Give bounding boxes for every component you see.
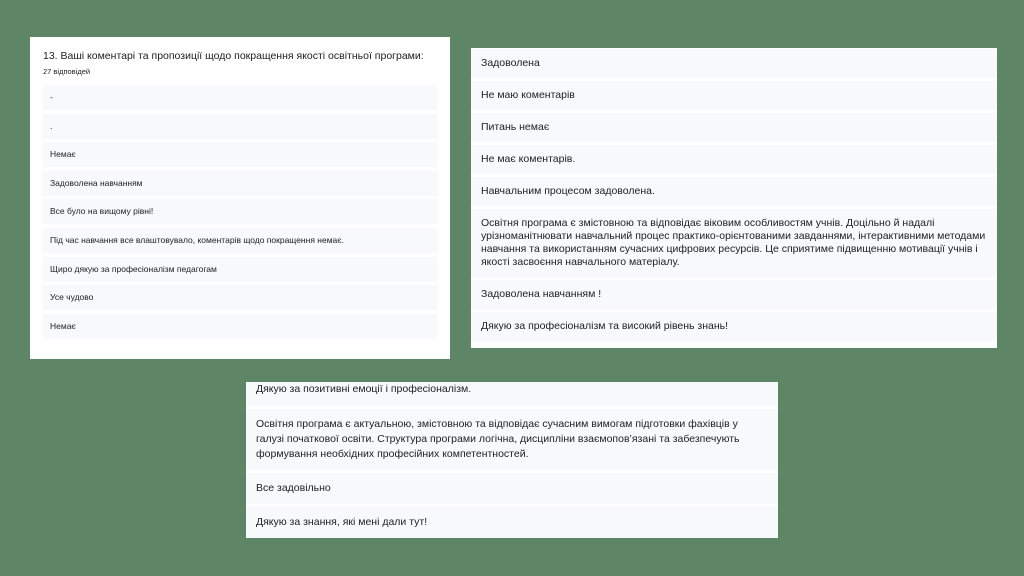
response-item: Все задовільно (246, 473, 778, 504)
response-item: Навчальним процесом задоволена. (471, 177, 997, 206)
response-item: Задоволена навчанням (43, 171, 437, 196)
response-item: Щиро дякую за професіоналізм педагогам (43, 257, 437, 282)
response-item: Немає (43, 314, 437, 339)
response-item: Освітня програма є актуальною, змістовною та відповідає сучасним вимогам підготовки фахівців у галузі початкової освіти. Структура програми логічна, дисципліни взаємопов’язані та забезпечують формування необхідних професійних компетентностей. (246, 409, 778, 470)
response-item: Задоволена навчанням ! (471, 280, 997, 309)
response-item: - (43, 85, 437, 110)
response-item: Задоволена (471, 49, 997, 78)
response-item: Питань немає (471, 113, 997, 142)
response-item: . (43, 114, 437, 139)
response-count: 27 відповідей (43, 67, 91, 76)
response-item: Дякую за знання, які мені дали тут! (246, 507, 778, 538)
response-item: Все було на вищому рівні! (43, 199, 437, 224)
response-item: Дякую за професіоналізм та високий рівень знань! (471, 312, 997, 341)
response-item: Не маю коментарів (471, 81, 997, 110)
response-item: Дякую за позитивні емоції і професіоналізм. (246, 382, 778, 406)
responses-panel-3 (246, 382, 778, 533)
responses-panel-1 (30, 37, 450, 359)
response-item: Під час навчання все влаштовувало, коментарів щодо покращення немає. (43, 228, 437, 253)
response-item: Освітня програма є змістовною та відповідає віковим особливостям учнів. Доцільно й надалі урізноманітнювати навчальний процес практико-орієнтованими завданнями, інтерактивними методами навчання та використанням сучасних цифрових ресурсів. Це сприятиме підвищенню мотивації учнів і якості засвоєння навчального матеріалу. (471, 209, 997, 277)
question-title: 13. Ваші коментарі та пропозиції щодо покращення якості освітньої програми: (43, 50, 424, 62)
responses-panel-2 (471, 48, 997, 348)
response-item: Усе чудово (43, 285, 437, 310)
response-item: Не має коментарів. (471, 145, 997, 174)
response-item: Немає (43, 142, 437, 167)
